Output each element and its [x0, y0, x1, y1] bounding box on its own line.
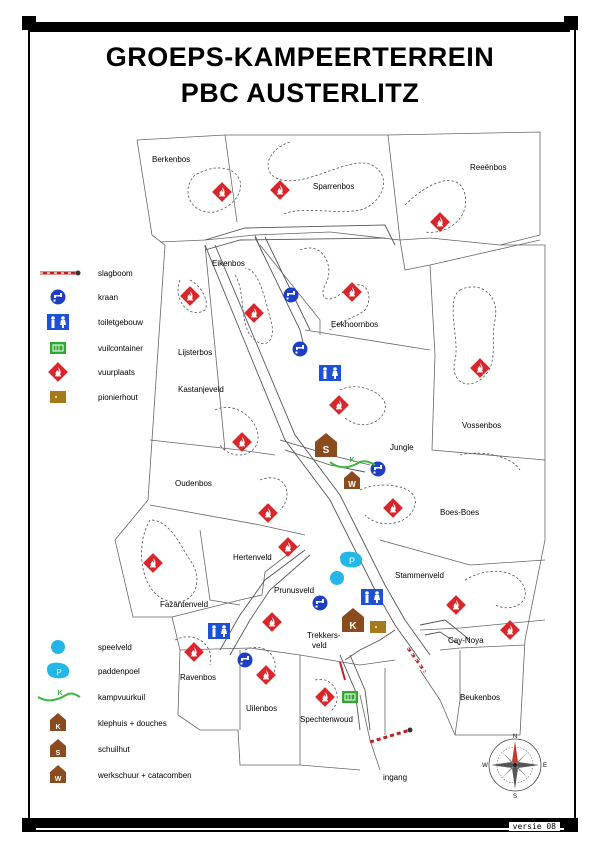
svg-text:W: W: [54, 776, 62, 783]
shelter-hut-icon: [50, 739, 66, 757]
area-label-kastanjeveld: Kastanjeveld: [178, 385, 224, 394]
tap-icon: [293, 342, 308, 357]
area-label-ingang: ingang: [383, 773, 408, 782]
area-label-jungle: Jungle: [390, 443, 414, 452]
tap-icon: [51, 290, 66, 305]
fire-icon: [315, 687, 335, 707]
legend-label-toiletgebouw: toiletgebouw: [98, 318, 143, 327]
campfire-pit-icon: [38, 690, 80, 700]
area-label-trekkersveld-2: veld: [312, 641, 327, 650]
legend-label-werkschuur: werkschuur + catacomben: [98, 771, 192, 780]
fire-icon: [256, 665, 276, 685]
toilet-icon: [361, 589, 383, 605]
area-label-trekkersveld: Trekkers-: [307, 631, 341, 640]
legend-label-klephuis: klephuis + douches: [98, 719, 167, 728]
fire-icon: [270, 180, 290, 200]
compass-e: E: [542, 763, 548, 769]
legend-bottom: [38, 640, 192, 783]
version-label: versie 08: [509, 822, 560, 831]
campfire-pit-icon: [330, 457, 375, 467]
legend-top: [40, 269, 143, 403]
svg-text:K: K: [55, 724, 61, 731]
legend-label-kraan: kraan: [98, 293, 119, 302]
waste-container-icon: [50, 342, 66, 354]
compass-w: W: [482, 763, 488, 769]
svg-text:S: S: [322, 445, 330, 456]
barrier-gate: [370, 728, 413, 743]
fire-icon: [184, 642, 204, 662]
waste-container-icon: [342, 691, 358, 703]
playfield-icon: [330, 571, 344, 585]
area-label-ravenbos: Ravenbos: [180, 673, 217, 682]
barrier-legend-icon: [40, 271, 81, 276]
compass-n: N: [512, 734, 518, 740]
pond-icon: [47, 663, 69, 679]
area-label-cay-noya: Cay-Noya: [448, 636, 484, 645]
legend-label-speelveld: speelveld: [98, 643, 132, 652]
playfield-icon: [51, 640, 65, 654]
svg-text:P: P: [348, 556, 356, 566]
pond-icon: [340, 552, 362, 568]
compass-rose-icon: [482, 734, 547, 800]
area-label-prunusveld: Prunusveld: [274, 586, 315, 595]
tap-icon: [284, 288, 299, 303]
fire-icon: [470, 358, 490, 378]
toilet-icon: [47, 314, 69, 330]
pioneer-wood-icon: [50, 391, 66, 403]
fire-icon: [278, 537, 298, 557]
area-label-fazantenveld: Fazantenveld: [160, 600, 209, 609]
area-label-uilenbos: Uilenbos: [246, 704, 278, 713]
area-label-oudenbos: Oudenbos: [175, 479, 212, 488]
fire-icon: [180, 286, 200, 306]
toilet-icon: [319, 365, 341, 381]
fire-icon: [430, 212, 450, 232]
legend-label-schuilhut: schuilhut: [98, 745, 130, 754]
shelter-hut-icon: [315, 433, 337, 457]
fire-icon: [262, 612, 282, 632]
tap-icon: [313, 596, 328, 611]
clubhouse-hut-icon: [342, 608, 364, 632]
area-label-reeenbos: Reeënbos: [470, 163, 507, 172]
map-title-line2: PBC AUSTERLITZ: [180, 78, 420, 108]
area-label-vossenbos: Vossenbos: [462, 421, 502, 430]
area-label-berkenbos: Berkenbos: [152, 155, 191, 164]
fire-icon: [48, 362, 68, 382]
legend-label-slagboom: slagboom: [98, 269, 133, 278]
fire-icon: [143, 553, 163, 573]
area-label-beukenbos: Beukenbos: [460, 693, 501, 702]
area-label-hertenveld: Hertenveld: [233, 553, 272, 562]
fire-icon: [244, 303, 264, 323]
legend-label-vuilcontainer: vuilcontainer: [98, 344, 143, 353]
fire-icon: [329, 395, 349, 415]
barrier-gate: [408, 648, 425, 672]
svg-text:W: W: [348, 480, 356, 489]
fire-icon: [232, 432, 252, 452]
tap-icon: [238, 653, 253, 668]
fire-icon: [383, 498, 403, 518]
legend-label-kampvuurkuil: kampvuurkuil: [98, 693, 146, 702]
legend-label-pionierhout: pionierhout: [98, 393, 138, 402]
legend-label-vuurplaats: vuurplaats: [98, 368, 135, 377]
area-label-eekhoornbos: Eekhoornbos: [331, 320, 379, 329]
area-label-sparrenbos: Sparrenbos: [313, 182, 355, 191]
workshop-hut-icon: [50, 765, 66, 783]
svg-text:K: K: [349, 621, 357, 632]
svg-text:K: K: [57, 690, 63, 697]
legend-label-paddenpoel: paddenpoel: [98, 667, 140, 676]
svg-text:K: K: [349, 457, 355, 464]
pioneer-wood-icon: [370, 621, 386, 633]
svg-text:S: S: [55, 750, 61, 757]
fire-icon: [212, 182, 232, 202]
svg-text:P: P: [56, 668, 62, 677]
area-label-stammenveld: Stammenveld: [395, 571, 444, 580]
fire-icon: [500, 620, 520, 640]
clubhouse-hut-icon: [50, 713, 66, 731]
toilet-icon: [208, 623, 230, 639]
fire-icon: [258, 503, 278, 523]
area-label-eikenbos: Eikenbos: [212, 259, 245, 268]
map-title-line1: GROEPS-KAMPEERTERREIN: [105, 42, 495, 72]
fire-icon: [446, 595, 466, 615]
workshop-hut-icon: [344, 471, 360, 489]
compass-s: S: [512, 794, 518, 800]
area-label-spechtenwoud: Spechtenwoud: [300, 715, 353, 724]
area-label-lijsterbos: Lijsterbos: [178, 348, 213, 357]
area-label-boes-boes: Boes-Boes: [440, 508, 480, 517]
